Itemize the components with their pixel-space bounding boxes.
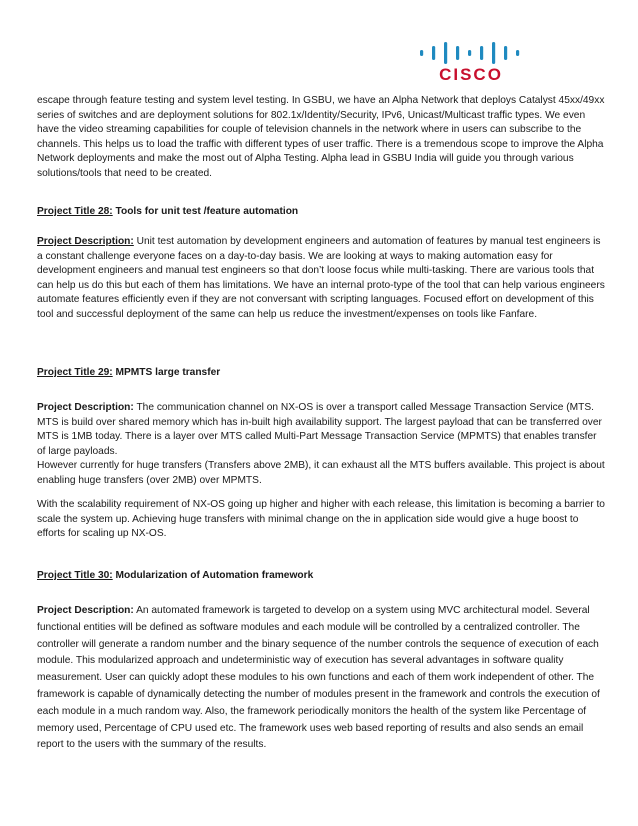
- project-28-desc-text: Unit test automation by development engineers and automation of features by manual test engineers is a constant challenge everyone faces on a day-to-day basis. We are looking at ways to making automation easy for development engineers and manual test engineers so that don’t loose focus while multi-tasking. There are various tools that can help us do this but each of them has limitations. We have an internal proto-type of the tool that can help various engineers automate features efficiently even if they are not conversant with scripting languages. Focused effort on development of this tool and successful deployment of the same can help us reduce the investment/expenses on tools like Fanfare.: [37, 236, 605, 320]
- project-28-title-label: Project Title 28:: [37, 206, 113, 217]
- project-30-title-text: Modularization of Automation framework: [112, 570, 314, 581]
- project-28-desc-label: Project Description:: [37, 236, 134, 247]
- intro-section: [37, 94, 605, 182]
- project-28-title: [37, 205, 605, 220]
- project-29-desc-text-2: However currently for huge transfers (Transfers above 2MB), it can exhaust all the MTS buffers available. This project is about enabling huge transfers (over 2MB) over MPMTS.: [37, 460, 605, 486]
- project-29-description: [37, 401, 605, 489]
- project-30-desc-text: An automated framework is targeted to develop on a system using MVC architectural model. Several functional entities will be defined as software modules and each module will be controlled by a centralized controller. The controller will generate a random number and the binary sequence of the number controls the sequence of execution of each module. This modularized approach and undeterministic way of execution has several advantages in software quality measurement. User can quickly adopt these modules to his own functions and each of them work independent of other. The framework is capable of dynamically detecting the number of modules present in the framework and controls the execution of each module in a much random way. Also, the framework periodically monitors the health of the system like Percentage of memory used, Percentage of CPU used etc. The framework uses web based reporting of results and also sends an email report to the users with the summary of the results.: [37, 605, 600, 751]
- project-29-desc-label: Project Description:: [37, 402, 134, 413]
- project-29-scalability: [37, 498, 605, 542]
- project-30-title-label: Project Title 30:: [37, 570, 113, 581]
- project-28-description: [37, 235, 605, 323]
- project-29-desc-text-3: With the scalability requirement of NX-OS going up higher and higher with each release, this limitation is becoming a barrier to scale the system up. Achieving huge transfers with minimal change on the in application side would give a huge boost to efforts for scaling up NX-OS.: [37, 499, 605, 540]
- project-29-title-text: MPMTS large transfer: [112, 367, 221, 378]
- project-30-desc-label: Project Description:: [37, 605, 134, 616]
- cisco-logo: [414, 38, 526, 82]
- project-29-desc-text-1: The communication channel on NX-OS is over a transport called Message Transaction Service (MTS. MTS is build over shared memory which has in-built high availability support. The largest payload that can be transferred over MTS is 1MB today. There is a layer over MTS called Multi-Part Message Transaction Service (MPMTS) that enables transfer of large payloads.: [37, 402, 602, 457]
- project-30-title: [37, 569, 605, 584]
- project-29-title: [37, 366, 605, 381]
- cisco-bridge-bars-icon: [420, 42, 519, 64]
- project-30-description: [37, 603, 605, 754]
- cisco-wordmark: CISCO: [439, 65, 503, 82]
- project-28-title-text: Tools for unit test /feature automation: [112, 206, 299, 217]
- project-29-title-label: Project Title 29:: [37, 367, 113, 378]
- intro-paragraph: escape through feature testing and system level testing. In GSBU, we have an Alpha Network that deploys Catalyst 45xx/49xx series of switches and are deployment solutions for 802.1x/Identity/Security, IPv6, Unicast/Multicast traffic types. We even have the video streaming capabilities for couple of television channels in the network where in users can subscribe to the channels. This helps us to load the traffic with different types of user traffic. There is a tremendous scope to improve the Alpha Network deployments and make the most out of Alpha Testing. Alpha lead in GSBU India will guide you through various solutions/tools that need to be created.: [37, 95, 605, 179]
